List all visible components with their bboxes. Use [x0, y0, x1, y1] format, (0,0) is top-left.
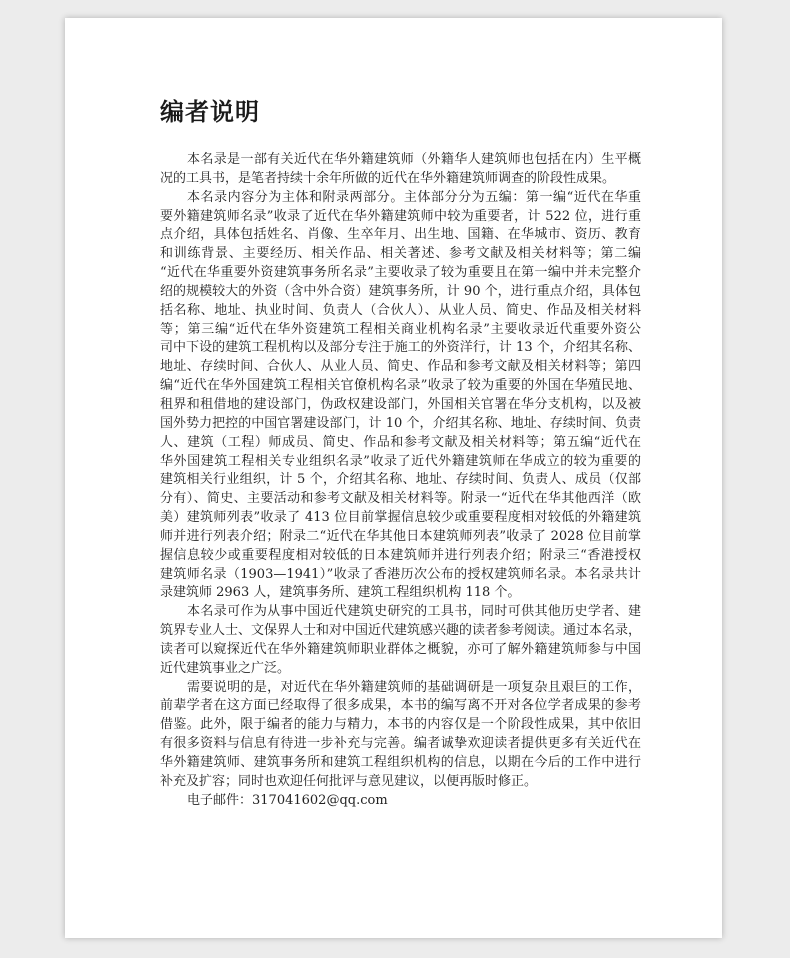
text-line: 点介绍，具体包括姓名、肖像、生卒年月、出生地、国籍、在华城市、资历、教育	[160, 227, 641, 243]
text-line: 美）建筑师列表”收录了 413 位目前掌握信息较少或重要程度相对较低的外籍建筑	[160, 510, 641, 526]
text-line: 华外国建筑工程相关专业组织名录”收录了近代外籍建筑师在华成立的较为重要的	[160, 453, 641, 469]
body-text	[160, 151, 641, 811]
paragraph	[160, 603, 641, 678]
text-line: 等；第三编“近代在华外资建筑工程相关商业机构名录”主要收录近代重要外资公	[160, 321, 641, 337]
text-line: 华外籍建筑师、建筑事务所和建筑工程组织机构的信息，以期在今后的工作中进行	[160, 755, 641, 770]
page-title: 编者说明	[160, 98, 260, 126]
paragraph	[160, 151, 641, 189]
text-line: 建筑师名录（1903—1941）”收录了香港历次公布的授权建筑师名录。本名录共计	[160, 566, 641, 582]
text-line: 握信息较少或重要程度相对较低的日本建筑师并进行列表介绍；附录三“香港授权	[160, 547, 641, 563]
text-line: 本名录是一部有关近代在华外籍建筑师（外籍华人建筑师也包括在内）生平概	[187, 152, 641, 167]
text-line: 近代建筑事业之广泛。	[160, 660, 291, 676]
text-line: 司中下设的建筑工程机构以及部分专注于施工的外资洋行，计 13 个，介绍其名称、	[160, 340, 641, 356]
text-line: 补充及扩容；同时也欢迎任何批评与意见建议，以便再版时修正。	[160, 773, 538, 789]
text-line: 括名称、地址、执业时间、负责人（合伙人）、从业人员、简史、作品及相关材料	[160, 302, 641, 318]
text-line: 地址、存续时间、合伙人、从业人员、简史、作品和参考文献及相关材料等；第四	[160, 359, 641, 375]
text-line: 租界和租借地的建设部门，伪政权建设部门，外国相关官署在华分支机构，以及被	[160, 396, 641, 412]
text-line: 建筑相关行业组织，计 5 个，介绍其名称、地址、存续时间、负责人、成员（仅部	[160, 472, 641, 488]
email-line: 电子邮件：317041602@qq.com	[187, 792, 388, 808]
text-line: 绍的规模较大的外资（含中外合资）建筑事务所，计 90 个，进行重点介绍，具体包	[160, 283, 641, 299]
paragraph	[160, 189, 641, 604]
text-line: 读者可以窥探近代在华外籍建筑师职业群体之概貌，亦可了解外籍建筑师参与中国	[160, 641, 641, 657]
text-line: 本名录内容分为主体和附录两部分。主体部分分为五编：第一编“近代在华重	[187, 189, 641, 205]
text-line: 况的工具书，是笔者持续十余年所做的近代在华外籍建筑师调查的阶段性成果。	[160, 170, 616, 186]
text-line: 编“近代在华外国建筑工程相关官僚机构名录”收录了较为重要的外国在华殖民地、	[160, 378, 641, 394]
text-line: 分有）、简史、主要活动和参考文献及相关材料等。附录一“近代在华其他西洋（欧	[160, 491, 641, 507]
text-line: “近代在华重要外资建筑事务所名录”主要收录了较为重要且在第一编中并未完整介	[160, 265, 641, 281]
text-line: 前辈学者在这方面已经取得了很多成果，本书的编写离不开对各位学者成果的参考	[160, 698, 641, 714]
text-line: 师并进行列表介绍；附录二“近代在华其他日本建筑师列表”收录了 2028 位目前掌	[160, 528, 641, 544]
text-line: 筑界专业人士、文保界人士和对中国近代建筑感兴趣的读者参考阅读。通过本名录，	[160, 623, 641, 639]
text-line: 国外势力把控的中国官署建设部门，计 10 个，介绍其名称、地址、存续时间、负责	[160, 415, 641, 431]
text-line: 本名录可作为从事中国近代建筑史研究的工具书，同时可供其他历史学者、建	[187, 604, 641, 620]
text-line: 要外籍建筑师名录”收录了近代在华外籍建筑师中较为重要者，计 522 位，进行重	[160, 208, 641, 224]
text-line: 录建筑师 2963 人，建筑事务所、建筑工程组织机构 118 个。	[160, 585, 521, 601]
text-line: 借鉴。此外，限于编者的能力与精力，本书的内容仅是一个阶段性成果，其中依旧	[160, 717, 641, 733]
text-line: 有很多资料与信息有待进一步补充与完善。编者诚挚欢迎读者提供更多有关近代在	[160, 736, 641, 752]
text-line: 和训练背景、主要经历、相关作品、相关著述、参考文献及相关材料等；第二编	[160, 246, 641, 262]
paragraph	[160, 679, 641, 792]
document-page	[65, 18, 722, 938]
text-line: 需要说明的是，对近代在华外籍建筑师的基础调研是一项复杂且艰巨的工作，	[187, 679, 641, 695]
text-line: 人、建筑（工程）师成员、简史、作品和参考文献及相关材料等；第五编“近代在	[160, 434, 641, 450]
